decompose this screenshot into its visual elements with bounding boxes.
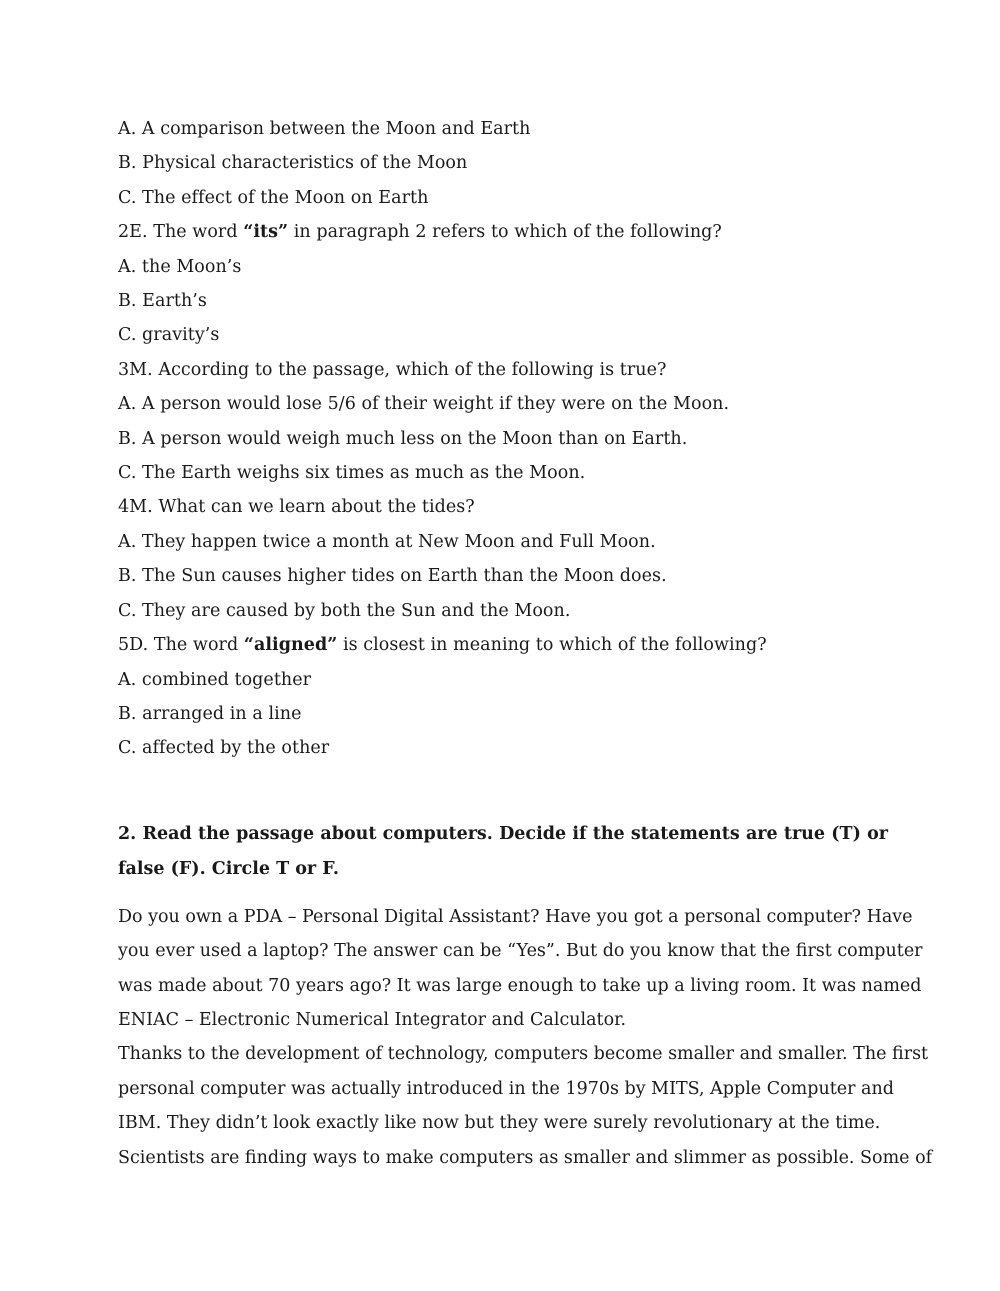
q5-option-a: A. combined together <box>118 669 312 690</box>
q4-option-b: B. The Sun causes higher tides on Earth than the Moon does. <box>118 566 667 587</box>
computers-passage <box>118 900 933 1175</box>
question-2e-keyword: “its” <box>243 222 289 243</box>
passage-line: was made about 70 years ago? It was large enough to take up a living room. It was named <box>118 975 922 996</box>
passage-line: IBM. They didn’t look exactly like now but they were surely revolutionary at the time. <box>118 1113 881 1134</box>
section-2-heading: 2. Read the passage about computers. Decide if the statements are true (T) or false (F). Circle T or F. <box>118 823 888 879</box>
passage-line: personal computer was actually introduced in the 1970s by MITS, Apple Computer and <box>118 1078 894 1099</box>
question-2e-prefix: 2E. The word <box>118 222 244 243</box>
q3-option-b: B. A person would weigh much less on the Moon than on Earth. <box>118 428 688 449</box>
q1-option-c: C. The effect of the Moon on Earth <box>118 187 429 208</box>
question-4m: 4M. What can we learn about the tides? <box>118 497 475 518</box>
question-5d-suffix: is closest in meaning to which of the following? <box>337 635 767 656</box>
passage-line: Do you own a PDA – Personal Digital Assistant? Have you got a personal computer? Have <box>118 906 913 927</box>
question-2e-suffix: in paragraph 2 refers to which of the following? <box>288 222 722 243</box>
q4-option-a: A. They happen twice a month at New Moon and Full Moon. <box>118 531 656 552</box>
q2-option-c: C. gravity’s <box>118 325 220 346</box>
passage-line: you ever used a laptop? The answer can be “Yes”. But do you know that the first computer <box>118 941 923 962</box>
question-5d <box>118 628 888 662</box>
question-5d-keyword: “aligned” <box>243 635 338 656</box>
worksheet-page <box>118 112 933 1175</box>
q2-option-b: B. Earth’s <box>118 291 207 312</box>
q3-option-a: A. A person would lose 5/6 of their weight if they were on the Moon. <box>118 394 730 415</box>
q5-option-b: B. arranged in a line <box>118 703 302 724</box>
question-3m: 3M. According to the passage, which of the following is true? <box>118 359 667 380</box>
passage-line: Thanks to the development of technology, computers become smaller and smaller. The first <box>118 1044 929 1065</box>
q2-option-a: A. the Moon’s <box>118 256 242 277</box>
q1-option-a: A. A comparison between the Moon and Earth <box>118 119 531 139</box>
passage-line: ENIAC – Electronic Numerical Integrator and Calculator. <box>118 1009 627 1030</box>
q1-option-b: B. Physical characteristics of the Moon <box>118 153 468 174</box>
question-5d-prefix: 5D. The word <box>118 635 244 656</box>
question-2e <box>118 215 888 249</box>
q5-option-c: C. affected by the other <box>118 738 330 759</box>
q3-option-c: C. The Earth weighs six times as much as the Moon. <box>118 463 586 484</box>
q4-option-c: C. They are caused by both the Sun and the Moon. <box>118 600 571 621</box>
passage-line: Scientists are finding ways to make computers as smaller and slimmer as possible. Some of <box>118 1147 933 1168</box>
